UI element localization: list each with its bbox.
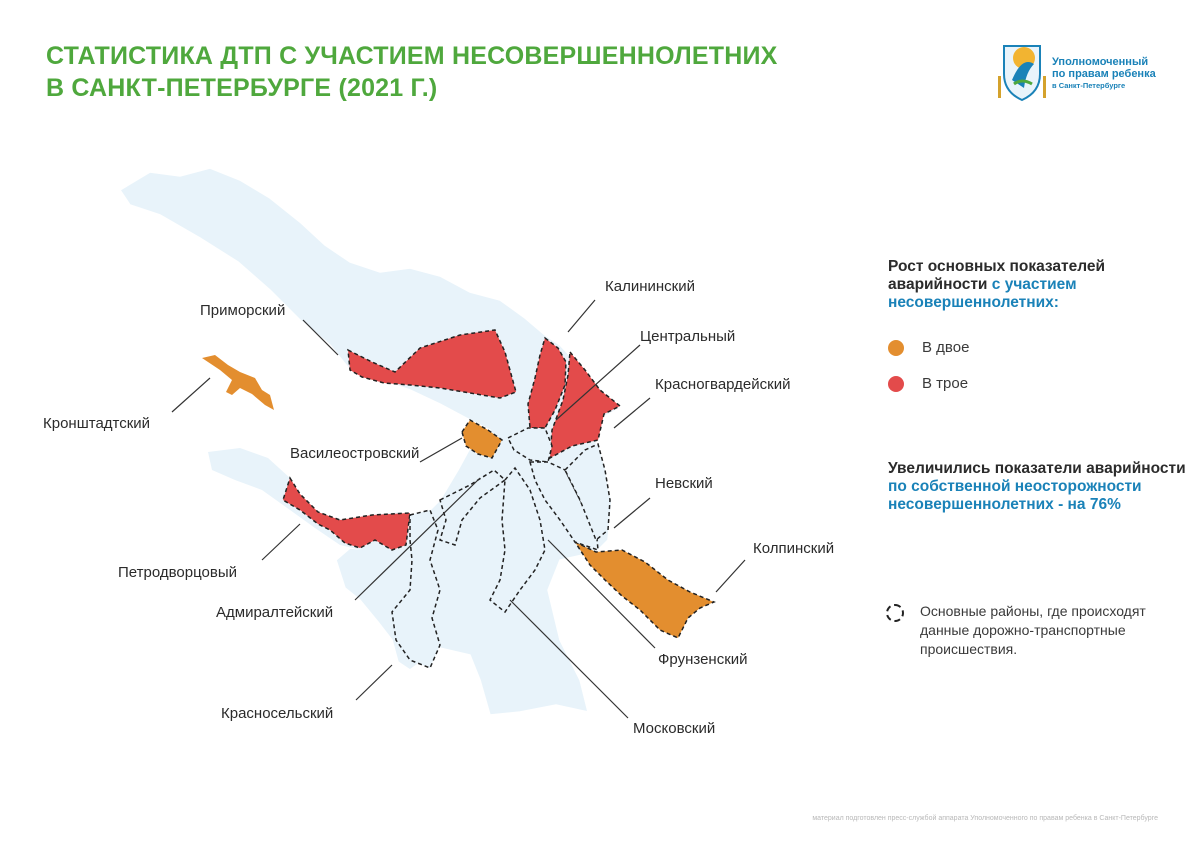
leader-petrodvortsovy [262,524,300,560]
legend-heading-part1: Рост основных показателей аварийности [888,258,1106,293]
label-vasileostrovsky: Василеостровский [290,445,420,462]
legend-heading [888,258,1178,312]
logo-line-1: Уполномоченный [1052,56,1149,68]
legend-item-triple [888,375,968,392]
dashed-legend-text: Основные районы, где происходят данные дорожно-транспортные происшествия. [920,603,1146,657]
leader-kronshtadtsky [172,378,210,412]
leader-krasnogvardeysky [614,398,650,428]
legend-heading-part2: с участием несовершеннолетних: [888,276,1077,311]
region-kronshtadtsky [202,355,274,410]
leader-kolpinsky [716,560,745,592]
stat-part2: по собственной неосторожности несовершеннолетних - на 76% [888,478,1142,513]
leader-vasileostrovsky [420,438,462,462]
label-moskovsky: Московский [633,720,716,737]
stat-part1: Увеличились показатели аварийности [888,460,1186,477]
label-admiralteysky: Адмиралтейский [216,604,334,621]
label-centralny: Центральный [640,328,736,345]
orange-dot-icon [888,340,904,356]
title-line-1: СТАТИСТИКА ДТП С УЧАСТИЕМ НЕСОВЕРШЕННОЛЕТНИХ [46,42,778,70]
red-dot-icon [888,376,904,392]
legend [888,258,1178,392]
dashed-circle-icon [886,604,904,622]
label-petrodvortsovy: Петродворцовый [118,564,237,581]
label-krasnogvardeysky: Красногвардейский [655,376,791,393]
label-nevsky: Невский [655,475,713,492]
leader-kalininsky [568,300,595,332]
logo-line-2: по правам ребенка [1052,68,1156,80]
footer-credit: материал подготовлен пресс-службой аппарата Уполномоченного по правам ребенка в Санкт-Петербурге [812,815,1158,822]
label-kalininsky: Калининский [605,278,695,295]
stat-text [888,460,1188,514]
legend-item-double [888,339,969,356]
stat-block [888,460,1188,514]
legend-double-label: В двое [922,339,970,356]
label-kronshtadtsky: Кронштадтский [43,415,151,432]
legend-triple-label: В трое [922,375,969,392]
label-krasnoselsky: Красносельский [221,705,334,722]
leader-krasnoselsky [356,665,392,700]
label-primorsky: Приморский [200,302,286,319]
region-kolpinsky [575,542,714,638]
logo-line-3: в Санкт-Петербурге [1052,81,1126,90]
title-line-2: В САНКТ-ПЕТЕРБУРГЕ (2021 Г.) [46,74,438,102]
leader-nevsky [614,498,650,528]
label-kolpinsky: Колпинский [753,540,835,557]
label-frunzensky: Фрунзенский [658,651,748,668]
